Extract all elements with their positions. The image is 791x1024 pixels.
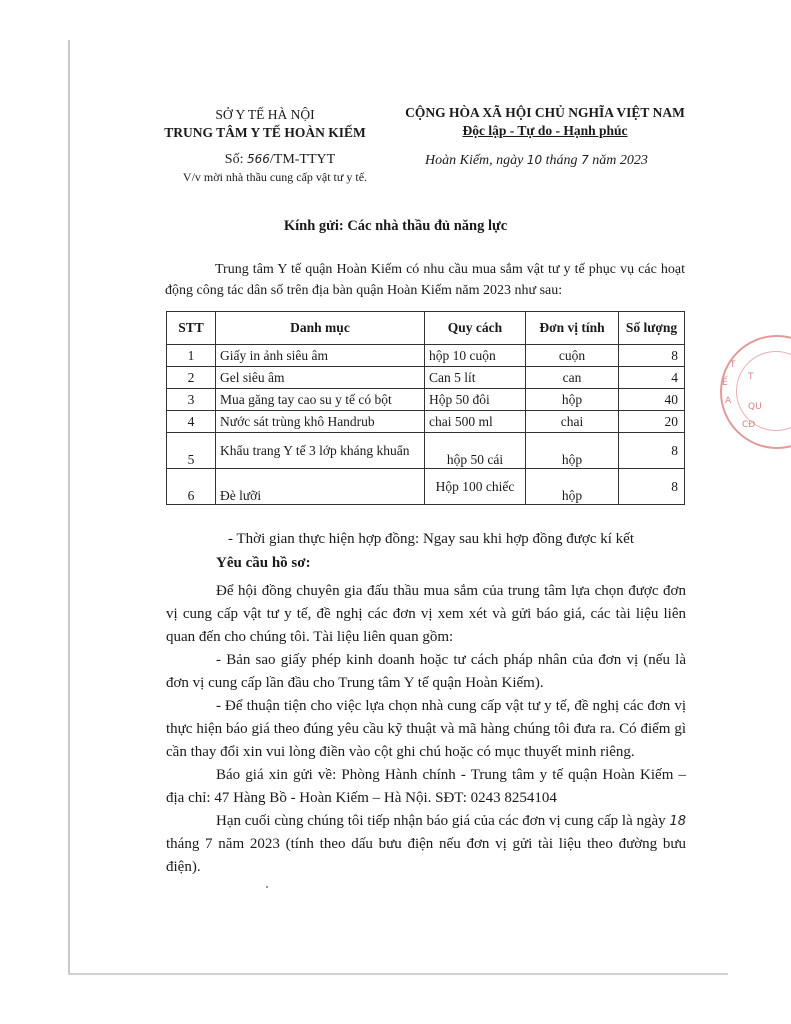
requirements-heading: Yêu cầu hồ sơ: — [216, 555, 311, 571]
national-motto: Độc lập - Tự do - Hạnh phúc — [462, 123, 628, 138]
document-date: Hoàn Kiếm, ngày 10 tháng 7 năm 2023 — [425, 153, 648, 168]
scan-edge-left — [68, 40, 70, 975]
greeting: Kính gửi: Các nhà thầu đủ năng lực — [283, 218, 508, 234]
col-header-stt: STT — [167, 312, 216, 345]
handwritten-day: 10 — [526, 153, 543, 167]
stamp-mark: Ế — [722, 378, 728, 388]
stamp-mark: CĐ — [742, 420, 756, 430]
organization-name: TRUNG TÂM Y TẾ HOÀN KIẾM — [164, 125, 366, 140]
contract-timeline: - Thời gian thực hiện hợp đồng: Ngay sau khi hợp đồng được kí kết — [228, 531, 634, 547]
table-row: 5 Khẩu trang Y tế 3 lớp kháng khuẩn hộp 50 cái hộp 8 — [167, 433, 685, 469]
table-header-row — [167, 312, 685, 345]
col-header-unit: Đơn vị tính — [526, 312, 619, 345]
deadline-paragraph: Hạn cuối cùng chúng tôi tiếp nhận báo giá của các đơn vị cung cấp là ngày 18 tháng 7 năm 2023 (tính theo dấu bưu điện nếu đơn vị gửi tài liệu theo đường bưu điện). — [166, 813, 686, 875]
stamp-mark: A — [725, 396, 732, 406]
country-name: CỘNG HÒA XÃ HỘI CHỦ NGHĨA VIỆT NAM — [405, 105, 685, 120]
issuer-header — [130, 106, 400, 142]
supplies-table — [166, 311, 685, 505]
handwritten-number: 566 — [246, 152, 270, 166]
handwritten-deadline-day: 18 — [669, 814, 686, 829]
scan-edge-bottom — [68, 973, 728, 975]
quotation-guidance-paragraph: - Để thuận tiện cho việc lựa chọn nhà cung cấp vật tư y tế, đề nghị các đơn vị thực hiện báo giá theo đúng yêu cầu kỹ thuật và mã hàng chúng tôi đưa ra. Có điểm gì cần thay đổi xin vui lòng điền vào cột ghi chú hoặc có mục thuyết minh riêng. — [166, 698, 686, 760]
intro-paragraph: Trung tâm Y tế quận Hoàn Kiếm có nhu cầu mua sắm vật tư y tế phục vụ các hoạt động công tác dân số trên địa bàn quận Hoàn Kiếm năm 2023 như sau: — [165, 262, 685, 298]
handwritten-month: 7 — [581, 153, 589, 167]
table-row: 3 Mua găng tay cao su y tế có bột Hộp 50 đôi hộp 40 — [167, 389, 685, 411]
stamp-mark: T — [730, 360, 736, 370]
col-header-quantity: Số lượng — [619, 312, 685, 345]
stamp-mark: T — [748, 372, 754, 382]
requirements-paragraph: Để hội đồng chuyên gia đấu thầu mua sắm của trung tâm lựa chọn được đơn vị cung cấp vật tư y tế, đề nghị các đơn vị xem xét và gửi báo giá, các tài liệu liên quan đến cho chúng tôi. Tài liệu liên quan gồm: — [166, 583, 686, 645]
ministry-name: SỞ Y TẾ HÀ NỘI — [215, 107, 315, 122]
document-number: Số: 566/TM-TTYT — [224, 152, 336, 167]
document-subject: V/v mời nhà thầu cung cấp vật tư y tế. — [182, 170, 368, 184]
submission-address-paragraph: Báo giá xin gửi về: Phòng Hành chính - Trung tâm y tế quận Hoàn Kiếm – địa chỉ: 47 Hàng Bồ - Hoàn Kiếm – Hà Nội. SĐT: 0243 8254104 — [166, 767, 686, 806]
national-header — [400, 104, 690, 140]
table-row: 4 Nước sát trùng khô Handrub chai 500 ml chai 20 — [167, 411, 685, 433]
business-license-paragraph: - Bản sao giấy phép kinh doanh hoặc tư cách pháp nhân của đơn vị (nếu là đơn vị cung cấp lần đầu cho Trung tâm Y tế quận Hoàn Kiếm). — [166, 652, 686, 691]
col-header-item: Danh mục — [216, 312, 425, 345]
col-header-spec: Quy cách — [425, 312, 526, 345]
stamp-mark: QU — [748, 402, 762, 412]
table-row: 1 Giấy in ảnh siêu âm hộp 10 cuộn cuộn 8 — [167, 345, 685, 367]
table-row: 6 Đè lưỡi Hộp 100 chiếc hộp 8 — [167, 469, 685, 505]
scan-speck — [266, 886, 268, 888]
table-row: 2 Gel siêu âm Can 5 lít can 4 — [167, 367, 685, 389]
